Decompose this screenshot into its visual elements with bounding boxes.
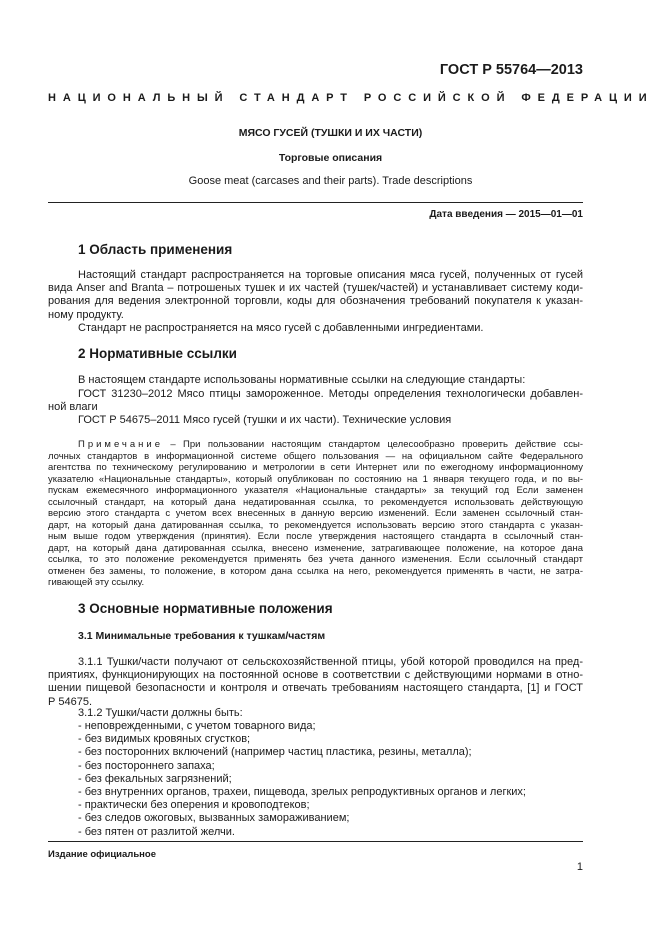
note-line: ссылка, то это положение рекомендуется применять без учета данного изменения. Если ссылочный стандарт bbox=[48, 554, 583, 565]
english-title: Goose meat (carcases and their parts). Trade descriptions bbox=[188, 175, 473, 187]
note-line: лочных стандартов в информационной системе общего пользования — на официальном сайте Федерального bbox=[48, 450, 583, 462]
text-line: Р 54675. bbox=[48, 695, 93, 708]
note-line: ссылочный стандарт, на который дана недатированная ссылка, то рекомендуется использовать действующую bbox=[48, 496, 583, 508]
note-line: пускам ежемесячного информационного указателя «Национальные стандарты» за текущий год Если заменен bbox=[48, 485, 583, 496]
text-line: Настоящий стандарт распространяется на торговые описания мяса гусей, полученных от гусей bbox=[78, 269, 583, 281]
effective-date: Дата введения — 2015—01—01 bbox=[429, 209, 583, 220]
edition-label: Издание официальное bbox=[48, 849, 156, 860]
text-line: рования для ведения электронной торговли, коды для обозначения требований покупателя к указан- bbox=[48, 295, 583, 308]
note-line: агентства по техническому регулированию и метрологии в сети Интернет или по ежегодному информационному bbox=[48, 462, 583, 473]
section-3-heading: 3 Основные нормативные положения bbox=[78, 601, 333, 616]
list-item: - неповрежденными, с учетом товарного вида; bbox=[78, 720, 316, 732]
header-divider bbox=[48, 202, 583, 203]
note-line: версию этого стандарта с учетом всех внесенных в данную версию изменений. Если заменен ссылочный стан- bbox=[48, 508, 583, 519]
page-number: 1 bbox=[576, 861, 583, 873]
section-2-heading: 2 Нормативные ссылки bbox=[78, 346, 237, 361]
text-line: шении пищевой безопасности и контроля и отвечать требованиям настоящего стандарта, [1] и ГОСТ bbox=[48, 682, 583, 695]
text-line: вида Anser and Branta – потрошеных тушек и их частей (тушек/частей) и устанавливает систему коди- bbox=[48, 282, 583, 295]
section-2-intro: В настоящем стандарте использованы нормативные ссылки на следующие стандарты: bbox=[78, 374, 526, 386]
section-1-paragraph-2: Стандарт не распространяется на мясо гусей с добавленными ингредиентами. bbox=[78, 322, 484, 334]
section-3-1-heading: 3.1 Минимальные требования к тушкам/частям bbox=[78, 630, 326, 642]
section-1-paragraph-1 bbox=[48, 269, 583, 322]
list-item: - без постороннего запаха; bbox=[78, 759, 215, 772]
reference-gost-54675: ГОСТ Р 54675–2011 Мясо гусей (тушки и их части). Технические условия bbox=[78, 414, 452, 426]
text-line: приятиях, функционирующих на постоянной основе в соответствии с действующими нормами в отно- bbox=[48, 669, 583, 682]
list-item: - практически без оперения и кровоподтеков; bbox=[78, 799, 310, 812]
note-line: дарт, на который дана датированная ссылка, то рекомендуется использовать версию этого стандарта с указан- bbox=[48, 519, 583, 531]
list-item: - без следов ожоговых, вызванных замораживанием; bbox=[78, 812, 350, 825]
document-subtitle: Торговые описания bbox=[278, 152, 383, 164]
paragraph-3-1-1 bbox=[48, 656, 583, 709]
footer-divider bbox=[48, 841, 583, 842]
note-line: гивающей эту ссылку. bbox=[48, 577, 145, 588]
national-standard-banner: НАЦИОНАЛЬНЫЙ СТАНДАРТ РОССИЙСКОЙ ФЕДЕРАЦИИ bbox=[48, 92, 654, 104]
paragraph-3-1-2-intro: 3.1.2 Тушки/части должны быть: bbox=[78, 707, 243, 719]
section-1-heading: 1 Область применения bbox=[78, 242, 233, 257]
section-2-note bbox=[48, 439, 583, 589]
note-line: дарт, на который дана датированная ссылка, внесено изменение, затрагивающее положение, на которое дана bbox=[48, 542, 583, 554]
list-item: - без посторонних включений (например частиц пластика, резины, металла); bbox=[78, 746, 472, 759]
text-line: ному продукту. bbox=[48, 308, 124, 321]
text-line: ной влаги bbox=[48, 401, 98, 414]
note-line: Примечание – При пользовании настоящим стандартом целесообразно проверить действие ссы- bbox=[78, 439, 583, 450]
list-item: - без пятен от разлитой желчи. bbox=[78, 825, 235, 838]
document-title: МЯСО ГУСЕЙ (ТУШКИ И ИХ ЧАСТИ) bbox=[238, 127, 423, 139]
list-item: - без фекальных загрязнений; bbox=[78, 772, 232, 785]
note-line: указателю «Национальные стандарты», который опубликован по состоянию на 1 января текущего года, и по вы- bbox=[48, 473, 583, 485]
requirements-list bbox=[78, 720, 583, 839]
note-label: Примечание bbox=[78, 439, 163, 450]
note-line: отменен без замены, то положение, в котором дана ссылка на него, рекомендуется применять в части, не затра- bbox=[48, 565, 583, 577]
standard-code: ГОСТ Р 55764—2013 bbox=[439, 62, 583, 78]
reference-gost-31230 bbox=[48, 388, 583, 414]
note-line: ным выше годом утверждения (принятия). Если после утверждения настоящего стандарта в ссылочный стан- bbox=[48, 531, 583, 542]
list-item: - без видимых кровяных сгустков; bbox=[78, 733, 251, 746]
text-line: 3.1.1 Тушки/части получают от сельскохозяйственной птицы, убой которой проводился на пред- bbox=[78, 656, 583, 668]
list-item: - без внутренних органов, трахеи, пищевода, зрелых репродуктивных органов и легких; bbox=[78, 786, 526, 799]
text-line: ГОСТ 31230–2012 Мясо птицы замороженное. Методы определения технологически добавлен- bbox=[78, 388, 583, 400]
